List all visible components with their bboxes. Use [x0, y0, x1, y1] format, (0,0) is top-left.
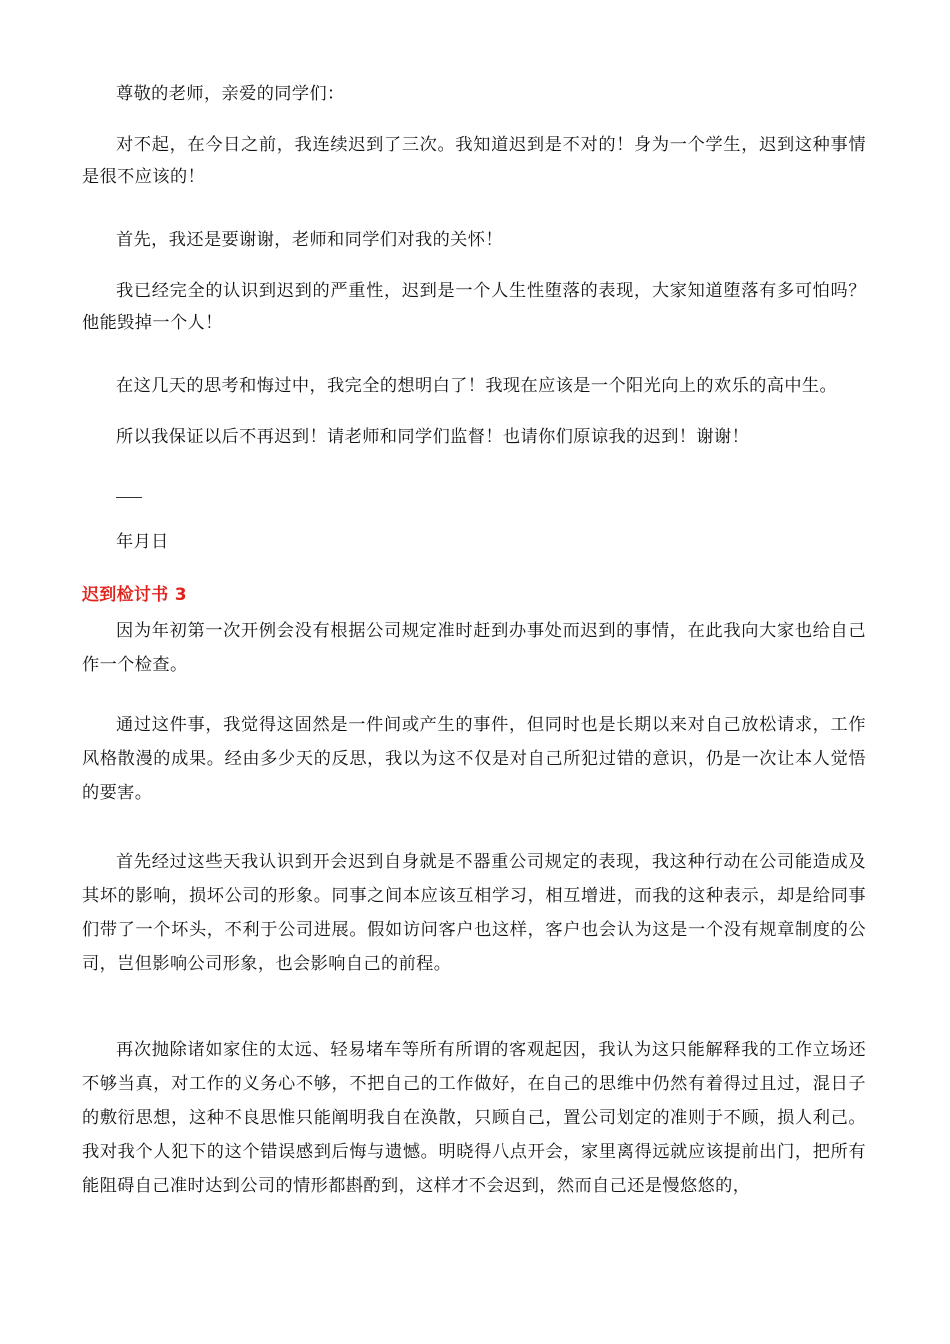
greeting-paragraph: 尊敬的老师，亲爱的同学们：: [116, 84, 345, 104]
apology-paragraph: 对不起，在今日之前，我连续迟到了三次。我知道迟到是不对的！身为一个学生，迟到这种事情是很不应该的！: [82, 135, 866, 187]
promise-paragraph: 所以我保证以后不再迟到！请老师和同学们监督！也请你们原谅我的迟到！谢谢！: [116, 427, 750, 447]
section-heading: 迟到检讨书 3: [82, 585, 187, 605]
section3-paragraph-3: 首先经过这些天我认识到开会迟到自身就是不器重公司规定的表现，我这种行动在公司能造成及其坏的影响，损坏公司的形象。同事之间本应该互相学习，相互增进，而我的这种表示，却是给同事们带了一个坏头，不利于公司进展。假如访问客户也这样，客户也会认为这是一个没有规章制度的公司，岂但影响公司形象，也会影响自己的前程。: [82, 852, 866, 974]
section3-paragraph-1: 因为年初第一次开例会没有根据公司规定准时赶到办事处而迟到的事情，在此我向大家也给自己作一个检查。: [82, 621, 866, 675]
section3-paragraph-2: 通过这件事，我觉得这固然是一件间或产生的事件，但同时也是长期以来对自己放松请求，工作风格散漫的成果。经由多少天的反思，我以为这不仅是对自己所犯过错的意识，仍是一次让本人觉悟的要害。: [82, 715, 866, 803]
signature-line: [116, 497, 142, 498]
date-line: 年月日: [116, 532, 169, 552]
reflection-paragraph: 在这几天的思考和悔过中，我完全的想明白了！我现在应该是一个阳光向上的欢乐的高中生。: [116, 376, 838, 396]
section3-paragraph-4: 再次抛除诸如家住的太远、轻易堵车等所有所谓的客观起因，我认为这只能解释我的工作立场还不够当真，对工作的义务心不够，不把自己的工作做好，在自己的思维中仍然有着得过且过，混日子的敷衍思想，这种不良思惟只能阐明我自在涣散，只顾自己，置公司划定的准则于不顾，损人利己。我对我个人犯下的这个错误感到后悔与遗憾。明晓得八点开会，家里离得远就应该提前出门，把所有能阻碍自己准时达到公司的情形都斟酌到，这样才不会迟到，然而自己还是慢悠悠的，: [82, 1040, 866, 1196]
realization-paragraph: 我已经完全的认识到迟到的严重性，迟到是一个人生性堕落的表现，大家知道堕落有多可怕吗？他能毁掉一个人！: [82, 281, 866, 333]
thanks-paragraph: 首先，我还是要谢谢，老师和同学们对我的关怀！: [116, 230, 503, 250]
